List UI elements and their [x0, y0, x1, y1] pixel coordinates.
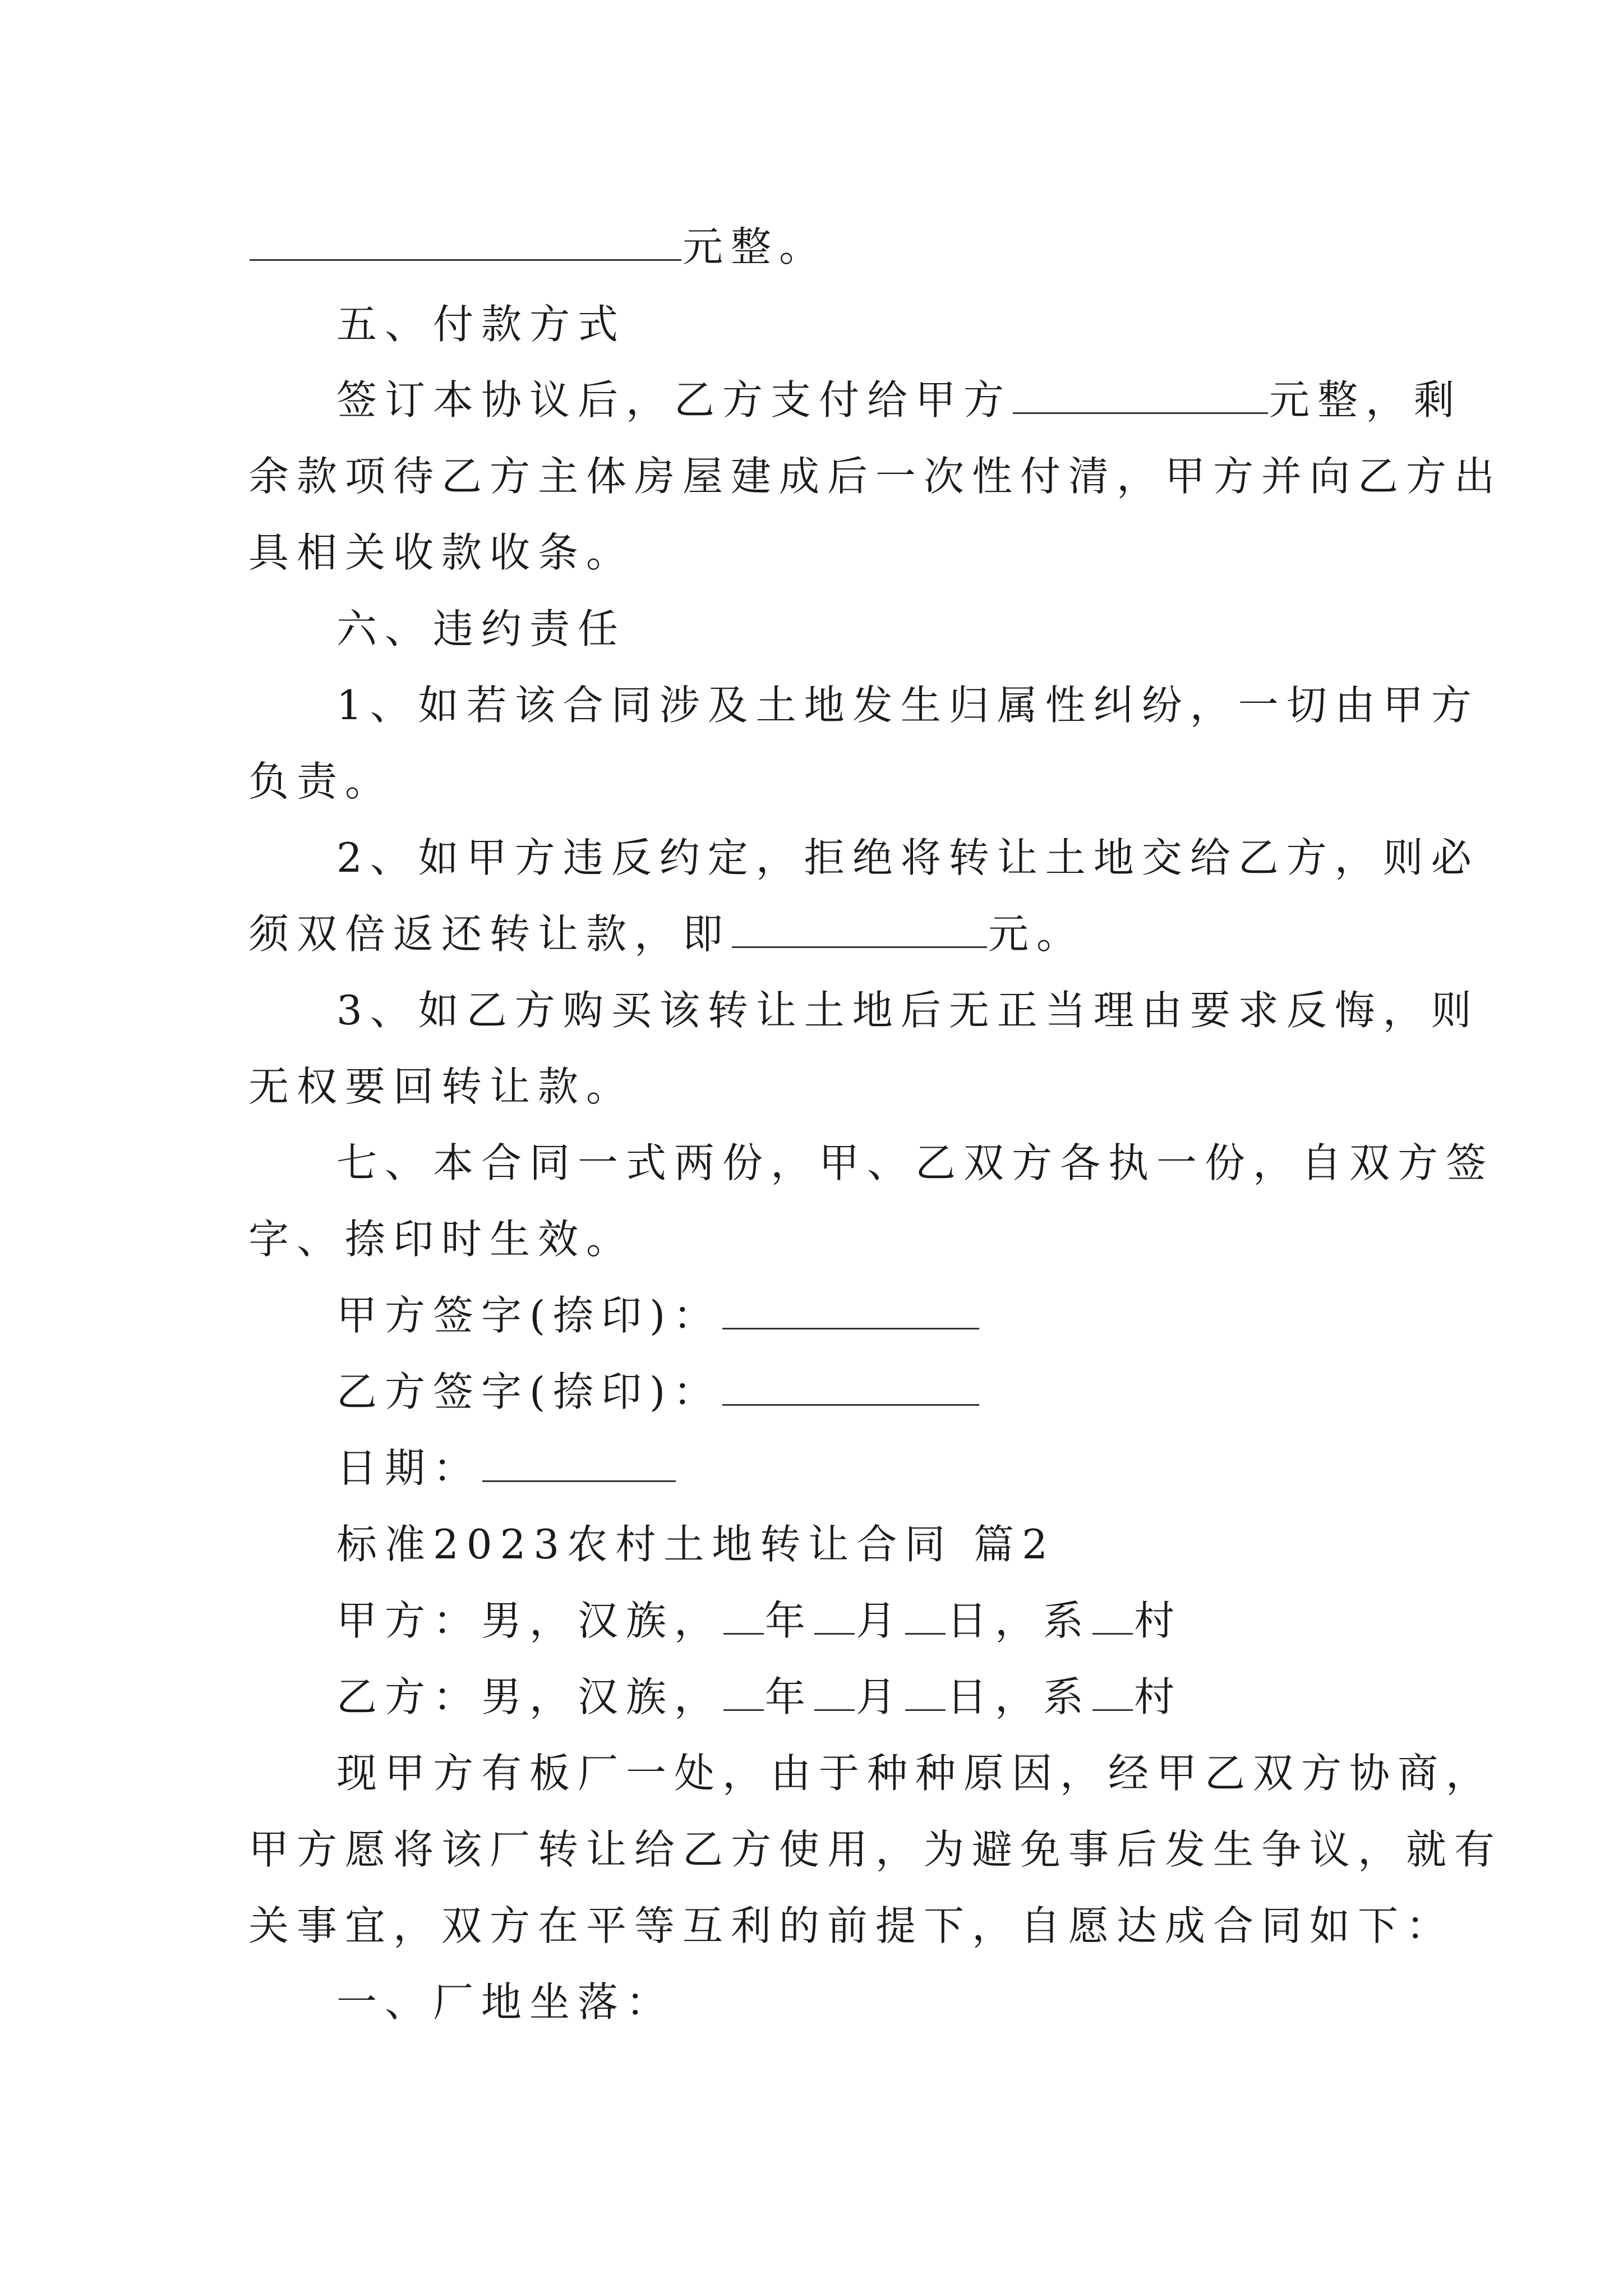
- text-line-intro-3: 关事宜，双方在平等互利的前提下，自愿达成合同如下：: [248, 1902, 1455, 1949]
- text-line-payment-2: 余款项待乙方主体房屋建成后一次性付清，甲方并向乙方出: [248, 453, 1503, 500]
- blank-village: [1092, 1586, 1133, 1635]
- text-line-payment-1: [336, 362, 1462, 438]
- text-line-liability-1b: 负责。: [248, 758, 394, 805]
- text-fragment: 元整。: [683, 223, 828, 270]
- blank-village: [1092, 1662, 1133, 1711]
- text-fragment: 日，系: [947, 1597, 1092, 1644]
- text-fragment: 年: [765, 1597, 814, 1644]
- blank-signature-party-b: [722, 1357, 979, 1406]
- text-fragment: 村: [1134, 1673, 1183, 1720]
- blank-amount-paid: [1013, 365, 1268, 414]
- text-line-amount-total: [248, 209, 827, 285]
- blank-day: [905, 1662, 946, 1711]
- text-fragment: 月: [856, 1673, 905, 1720]
- text-fragment: 签订本协议后，乙方支付给甲方: [336, 376, 1012, 424]
- text-fragment: 村: [1134, 1597, 1183, 1644]
- blank-day: [905, 1586, 946, 1635]
- blank-month: [814, 1586, 855, 1635]
- section-heading-payment: 五、付款方式: [336, 301, 626, 348]
- text-line-liability-1a: 1、如若该合同涉及土地发生归属性纠纷，一切由甲方: [336, 682, 1479, 729]
- signature-label: 甲方签字(捺印)：: [336, 1292, 722, 1339]
- text-line-intro-1: 现甲方有板厂一处，由于种种原因，经甲乙双方协商，: [336, 1750, 1495, 1797]
- blank-year: [723, 1662, 764, 1711]
- text-fragment: 年: [765, 1673, 814, 1720]
- text-fragment: 须双倍返还转让款，即: [248, 910, 731, 958]
- text-fragment: 日，系: [947, 1673, 1092, 1720]
- date-line: [336, 1430, 677, 1506]
- document-title-part-2: 标准2023农村土地转让合同 篇2: [336, 1521, 1055, 1568]
- blank-year: [723, 1586, 764, 1635]
- text-line-liability-3a: 3、如乙方购买该转让土地后无正当理由要求反悔，则: [336, 987, 1479, 1034]
- blank-refund-amount: [732, 899, 987, 948]
- party-b-info-line: [336, 1659, 1182, 1735]
- party-a-info-line: [336, 1582, 1182, 1659]
- signature-line-party-a: [336, 1277, 980, 1354]
- blank-date: [482, 1433, 676, 1482]
- text-line-copies-a: 七、本合同一式两份，甲、乙双方各执一份，自双方签: [336, 1139, 1495, 1186]
- text-fragment: 乙方：男，汉族，: [336, 1673, 723, 1720]
- text-line-liability-3b: 无权要回转让款。: [248, 1063, 635, 1110]
- text-fragment: 元整，剩: [1269, 376, 1463, 424]
- date-label: 日期：: [336, 1444, 482, 1492]
- text-line-liability-2a: 2、如甲方违反约定，拒绝将转让土地交给乙方，则必: [336, 834, 1479, 881]
- section-heading-location: 一、厂地坐落：: [336, 1978, 675, 2026]
- section-heading-liability: 六、违约责任: [336, 605, 626, 652]
- text-line-copies-b: 字、捺印时生效。: [248, 1216, 635, 1263]
- signature-label: 乙方签字(捺印)：: [336, 1368, 722, 1415]
- blank-amount-total: [250, 212, 681, 261]
- blank-month: [814, 1662, 855, 1711]
- text-fragment: 元。: [988, 910, 1085, 958]
- signature-line-party-b: [336, 1354, 980, 1430]
- blank-signature-party-a: [722, 1281, 979, 1329]
- text-line-liability-2b: [248, 896, 1085, 972]
- text-fragment: 甲方：男，汉族，: [336, 1597, 723, 1644]
- text-line-payment-3: 具相关收款收条。: [248, 529, 635, 576]
- text-line-intro-2: 甲方愿将该厂转让给乙方使用，为避免事后发生争议，就有: [248, 1826, 1503, 1873]
- text-fragment: 月: [856, 1597, 905, 1644]
